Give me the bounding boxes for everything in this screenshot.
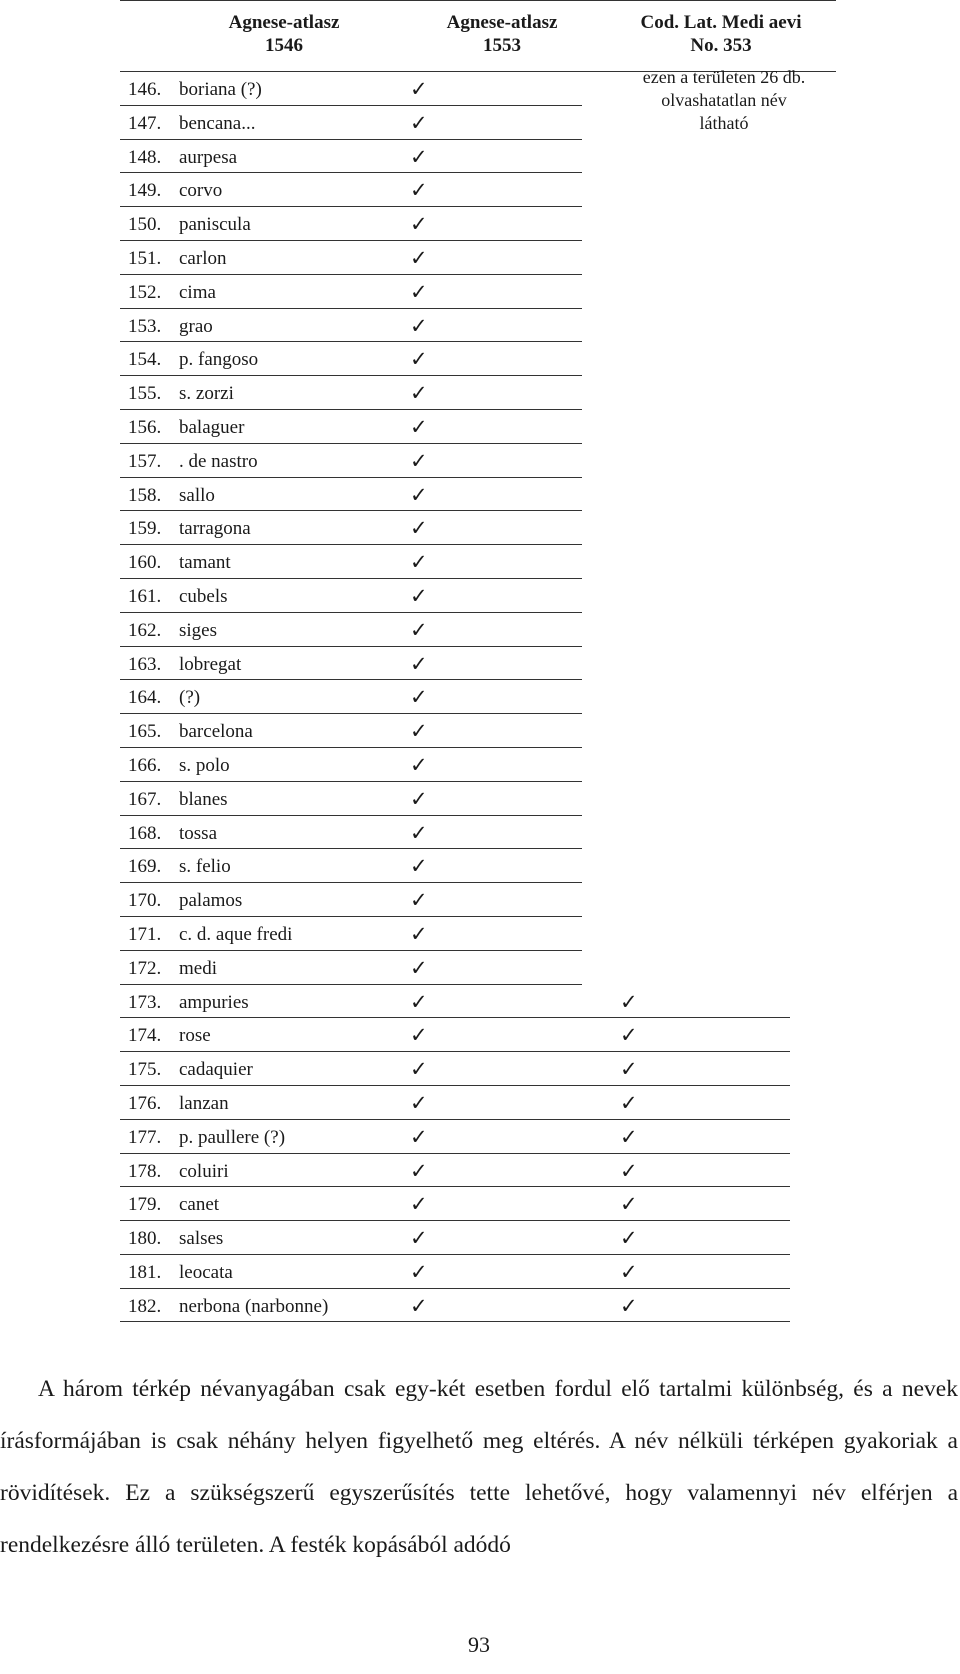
paragraph-text: A három térkép névanyagában csak egy-két esetben fordul elő tartalmi különbség, és a nevek írásformájában is csak néhány helyen figyelhető meg eltérés. A név nélküli térképen gyakoriak a rövidítések. Ez a szükségszerű egyszerűsítés tette lehetővé, hogy valamennyi név elférjen a rendelkezésre álló területen. A festék kopásából adódó: [0, 1376, 958, 1558]
table-row: [120, 545, 836, 579]
place-name: p. paullere (?): [179, 1126, 286, 1148]
row-number: 162.: [128, 619, 162, 641]
place-name: nerbona (narbonne): [179, 1295, 329, 1317]
table-row: [120, 1120, 836, 1154]
place-name: tarragona: [179, 518, 251, 540]
table-row: [120, 275, 836, 309]
body-paragraph: [0, 1363, 958, 1571]
row-number: 158.: [128, 484, 162, 506]
check-1546-icon: ✓: [410, 1023, 428, 1048]
place-name: coluiri: [179, 1160, 229, 1182]
place-name: aurpesa: [179, 146, 238, 168]
row-number: 174.: [128, 1025, 162, 1047]
check-1546-icon: ✓: [410, 955, 428, 980]
place-name: s. zorzi: [179, 383, 234, 405]
place-name: p. fangoso: [179, 349, 259, 371]
row-number: 166.: [128, 754, 162, 776]
place-name: corvo: [179, 180, 223, 202]
row-number: 154.: [128, 349, 162, 371]
check-1546-icon: ✓: [410, 989, 428, 1014]
header-cod-lat: [606, 11, 836, 57]
row-number: 173.: [128, 991, 162, 1013]
place-name: salses: [179, 1228, 224, 1250]
check-1546-icon: ✓: [410, 583, 428, 608]
place-name: canet: [179, 1194, 220, 1216]
table-row: [120, 714, 836, 748]
check-1546-icon: ✓: [410, 144, 428, 169]
note-line: látható: [699, 113, 749, 133]
place-name: cima: [179, 281, 216, 303]
header-col2-title: Agnese-atlasz: [446, 12, 558, 33]
table-row: [120, 140, 836, 174]
row-number: 151.: [128, 247, 162, 269]
row-number: 171.: [128, 923, 162, 945]
table-row: [120, 1187, 836, 1221]
header-col2-year: 1553: [483, 35, 521, 56]
row-number: 148.: [128, 146, 162, 168]
table-row: [120, 241, 836, 275]
row-number: 177.: [128, 1126, 162, 1148]
table-row: [120, 816, 836, 850]
check-1553-icon: ✓: [620, 989, 638, 1014]
place-name: balaguer: [179, 416, 245, 438]
row-number: 168.: [128, 822, 162, 844]
check-1546-icon: ✓: [410, 1057, 428, 1082]
table-row: [120, 1086, 836, 1120]
check-1546-icon: ✓: [410, 414, 428, 439]
header-col3-title: Cod. Lat. Medi aevi: [640, 12, 802, 33]
row-number: 164.: [128, 687, 162, 709]
place-name: siges: [179, 619, 217, 641]
table-row: [120, 1154, 836, 1188]
table-row: [120, 883, 836, 917]
place-name: palamos: [179, 890, 243, 912]
check-1546-icon: ✓: [410, 1158, 428, 1183]
check-1546-icon: ✓: [410, 448, 428, 473]
place-name: s. polo: [179, 754, 230, 776]
place-name: tamant: [179, 552, 231, 574]
check-1546-icon: ✓: [410, 279, 428, 304]
check-1546-icon: ✓: [410, 651, 428, 676]
row-number: 156.: [128, 416, 162, 438]
place-name: . de nastro: [179, 450, 258, 472]
row-number: 172.: [128, 957, 162, 979]
check-1546-icon: ✓: [410, 752, 428, 777]
check-1546-icon: ✓: [410, 1259, 428, 1284]
check-1546-icon: ✓: [410, 888, 428, 913]
table-row: [120, 680, 836, 714]
check-1546-icon: ✓: [410, 313, 428, 338]
header-agnese-1546: [178, 11, 390, 57]
row-number: 161.: [128, 585, 162, 607]
place-name: sallo: [179, 484, 215, 506]
table-row: [120, 309, 836, 343]
table-header: [120, 0, 836, 72]
table-row: [120, 376, 836, 410]
table-row: [120, 748, 836, 782]
note-line: ezen a területen 26 db.: [642, 67, 806, 87]
row-number: 147.: [128, 112, 162, 134]
check-1546-icon: ✓: [410, 685, 428, 710]
place-name: tossa: [179, 822, 217, 844]
header-col3-number: No. 353: [690, 35, 752, 56]
table-row: [120, 444, 836, 478]
header-agnese-1553: [402, 11, 602, 57]
check-1546-icon: ✓: [410, 347, 428, 372]
check-1546-icon: ✓: [410, 1192, 428, 1217]
check-1546-icon: ✓: [410, 110, 428, 135]
place-name: lanzan: [179, 1092, 229, 1114]
row-divider: [120, 1321, 790, 1322]
check-1553-icon: ✓: [620, 1259, 638, 1284]
table-row: [120, 207, 836, 241]
place-name: carlon: [179, 247, 227, 269]
check-1546-icon: ✓: [410, 178, 428, 203]
table-body: [120, 72, 836, 1322]
row-number: 146.: [128, 79, 162, 100]
check-1546-icon: ✓: [410, 245, 428, 270]
check-1546-icon: ✓: [410, 1124, 428, 1149]
row-number: 150.: [128, 214, 162, 236]
check-1546-icon: ✓: [410, 921, 428, 946]
row-number: 153.: [128, 315, 162, 337]
check-1553-icon: ✓: [620, 1023, 638, 1048]
place-name: c. d. aque fredi: [179, 923, 293, 945]
row-number: 149.: [128, 180, 162, 202]
row-number: 159.: [128, 518, 162, 540]
table-row: [120, 1289, 836, 1323]
row-number: 179.: [128, 1194, 162, 1216]
check-1553-icon: ✓: [620, 1226, 638, 1251]
table-row: [120, 478, 836, 512]
table-row: [120, 985, 836, 1019]
check-1553-icon: ✓: [620, 1158, 638, 1183]
table-row: [120, 1052, 836, 1086]
check-1546-icon: ✓: [410, 786, 428, 811]
check-1553-icon: ✓: [620, 1293, 638, 1318]
column-note: [608, 66, 840, 135]
check-1546-icon: ✓: [410, 482, 428, 507]
place-name: leocata: [179, 1261, 233, 1283]
check-1546-icon: ✓: [410, 617, 428, 642]
row-number: 152.: [128, 281, 162, 303]
place-name: paniscula: [179, 214, 251, 236]
row-number: 157.: [128, 450, 162, 472]
row-number: 170.: [128, 890, 162, 912]
check-1546-icon: ✓: [410, 820, 428, 845]
row-number: 180.: [128, 1228, 162, 1250]
place-name: grao: [179, 315, 213, 337]
row-number: 167.: [128, 788, 162, 810]
table-row: [120, 849, 836, 883]
place-name-table: [120, 0, 836, 1322]
place-name: medi: [179, 957, 217, 979]
check-1553-icon: ✓: [620, 1124, 638, 1149]
table-row: [120, 342, 836, 376]
header-col1-year: 1546: [265, 35, 303, 56]
place-name: (?): [179, 687, 201, 709]
place-name: rose: [179, 1025, 211, 1047]
check-1546-icon: ✓: [410, 1090, 428, 1115]
place-name: s. felio: [179, 856, 231, 878]
table-row: [120, 1221, 836, 1255]
check-1553-icon: ✓: [620, 1090, 638, 1115]
table-row: [120, 579, 836, 613]
place-name: lobregat: [179, 653, 242, 675]
table-row: [120, 951, 836, 985]
table-row: [120, 647, 836, 681]
table-row: [120, 410, 836, 444]
row-number: 175.: [128, 1059, 162, 1081]
place-name: bencana...: [179, 112, 256, 134]
place-name: boriana (?): [179, 79, 262, 100]
check-1546-icon: ✓: [410, 854, 428, 879]
check-1546-icon: ✓: [410, 719, 428, 744]
place-name: ampuries: [179, 991, 249, 1013]
table-row: [120, 782, 836, 816]
place-name: cadaquier: [179, 1059, 253, 1081]
row-number: 163.: [128, 653, 162, 675]
check-1546-icon: ✓: [410, 77, 428, 101]
row-number: 181.: [128, 1261, 162, 1283]
row-number: 165.: [128, 721, 162, 743]
table-row: [120, 1255, 836, 1289]
check-1546-icon: ✓: [410, 212, 428, 237]
check-1546-icon: ✓: [410, 1226, 428, 1251]
table-row: [120, 173, 836, 207]
row-number: 169.: [128, 856, 162, 878]
check-1546-icon: ✓: [410, 516, 428, 541]
check-1546-icon: ✓: [410, 381, 428, 406]
note-line: olvashatatlan név: [661, 90, 787, 110]
header-col1-title: Agnese-atlasz: [228, 12, 340, 33]
check-1553-icon: ✓: [620, 1192, 638, 1217]
row-number: 182.: [128, 1295, 162, 1317]
table-row: [120, 1018, 836, 1052]
row-number: 160.: [128, 552, 162, 574]
page-number: 93: [468, 1632, 490, 1657]
row-number: 155.: [128, 383, 162, 405]
row-number: 176.: [128, 1092, 162, 1114]
place-name: cubels: [179, 585, 228, 607]
check-1546-icon: ✓: [410, 1293, 428, 1318]
place-name: barcelona: [179, 721, 253, 743]
check-1546-icon: ✓: [410, 550, 428, 575]
table-row: [120, 511, 836, 545]
row-number: 178.: [128, 1160, 162, 1182]
table-row: [120, 917, 836, 951]
check-1553-icon: ✓: [620, 1057, 638, 1082]
place-name: blanes: [179, 788, 228, 810]
table-row: [120, 613, 836, 647]
